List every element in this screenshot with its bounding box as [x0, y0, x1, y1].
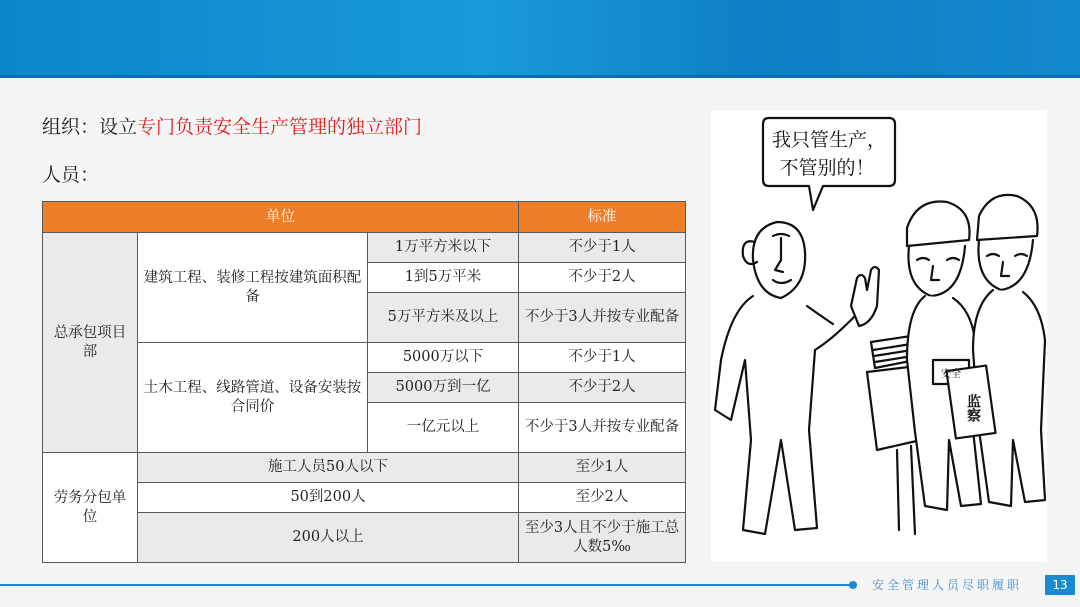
table-cell-range: 一亿元以上	[368, 403, 519, 453]
table-cell-standard: 不少于1人	[519, 343, 686, 373]
page-number: 13	[1045, 575, 1075, 595]
table-cell-range: 50到200人	[138, 483, 519, 513]
table-row	[43, 483, 686, 513]
table-cell-standard: 至少2人	[519, 483, 686, 513]
table-cell-standard: 不少于3人并按专业配备	[519, 403, 686, 453]
footer-dot	[849, 581, 857, 589]
table-cell-range: 5万平方米及以上	[368, 293, 519, 343]
table-cell-range: 5000万到一亿	[368, 373, 519, 403]
cartoon-illustration	[711, 110, 1047, 562]
table-cell-range: 200人以上	[138, 513, 519, 563]
table-cell-range: 1到5万平米	[368, 263, 519, 293]
inspection-board-label: 监察	[965, 394, 981, 422]
cartoon-drawing	[711, 110, 1047, 562]
table-header-row	[43, 202, 686, 233]
armband-label: 安全	[941, 369, 961, 380]
heading-prefix: 组织：设立	[42, 116, 138, 138]
footer-title: 安全管理人员尽职履职	[872, 578, 1023, 592]
staffing-standard-table	[42, 201, 686, 563]
table-cell-range: 5000万以下	[368, 343, 519, 373]
labor-subcontract-label: 劳务分包单位	[43, 453, 138, 563]
general-contract-label: 总承包项目部	[43, 233, 138, 453]
table-cell-standard: 至少1人	[519, 453, 686, 483]
table-cell-range: 1万平方米以下	[368, 233, 519, 263]
table-cell-standard: 不少于1人	[519, 233, 686, 263]
heading-highlight: 专门负责安全生产管理的独立部门	[137, 116, 423, 138]
building-category-label: 建筑工程、装修工程按建筑面积配备	[138, 233, 368, 343]
civil-category-label: 土木工程、线路管道、设备安装按合同价	[138, 343, 368, 453]
table-cell-range: 施工人员50人以下	[138, 453, 519, 483]
table-cell-standard: 不少于3人并按专业配备	[519, 293, 686, 343]
bubble-line-2: 不管别的！	[779, 157, 875, 179]
table-row	[43, 453, 686, 483]
table-row	[43, 233, 686, 263]
title-banner	[0, 0, 1080, 78]
header-unit: 单位	[43, 202, 519, 233]
personnel-label: 人员：	[42, 164, 100, 186]
organization-heading	[42, 112, 422, 139]
table-row	[43, 513, 686, 563]
footer-divider	[0, 584, 855, 586]
table-cell-standard: 不少于2人	[519, 373, 686, 403]
table-row	[43, 343, 686, 373]
header-standard: 标准	[519, 202, 686, 233]
bubble-line-1: 我只管生产，	[771, 129, 887, 151]
table-cell-standard: 至少3人且不少于施工总人数5‰	[519, 513, 686, 563]
table-cell-standard: 不少于2人	[519, 263, 686, 293]
